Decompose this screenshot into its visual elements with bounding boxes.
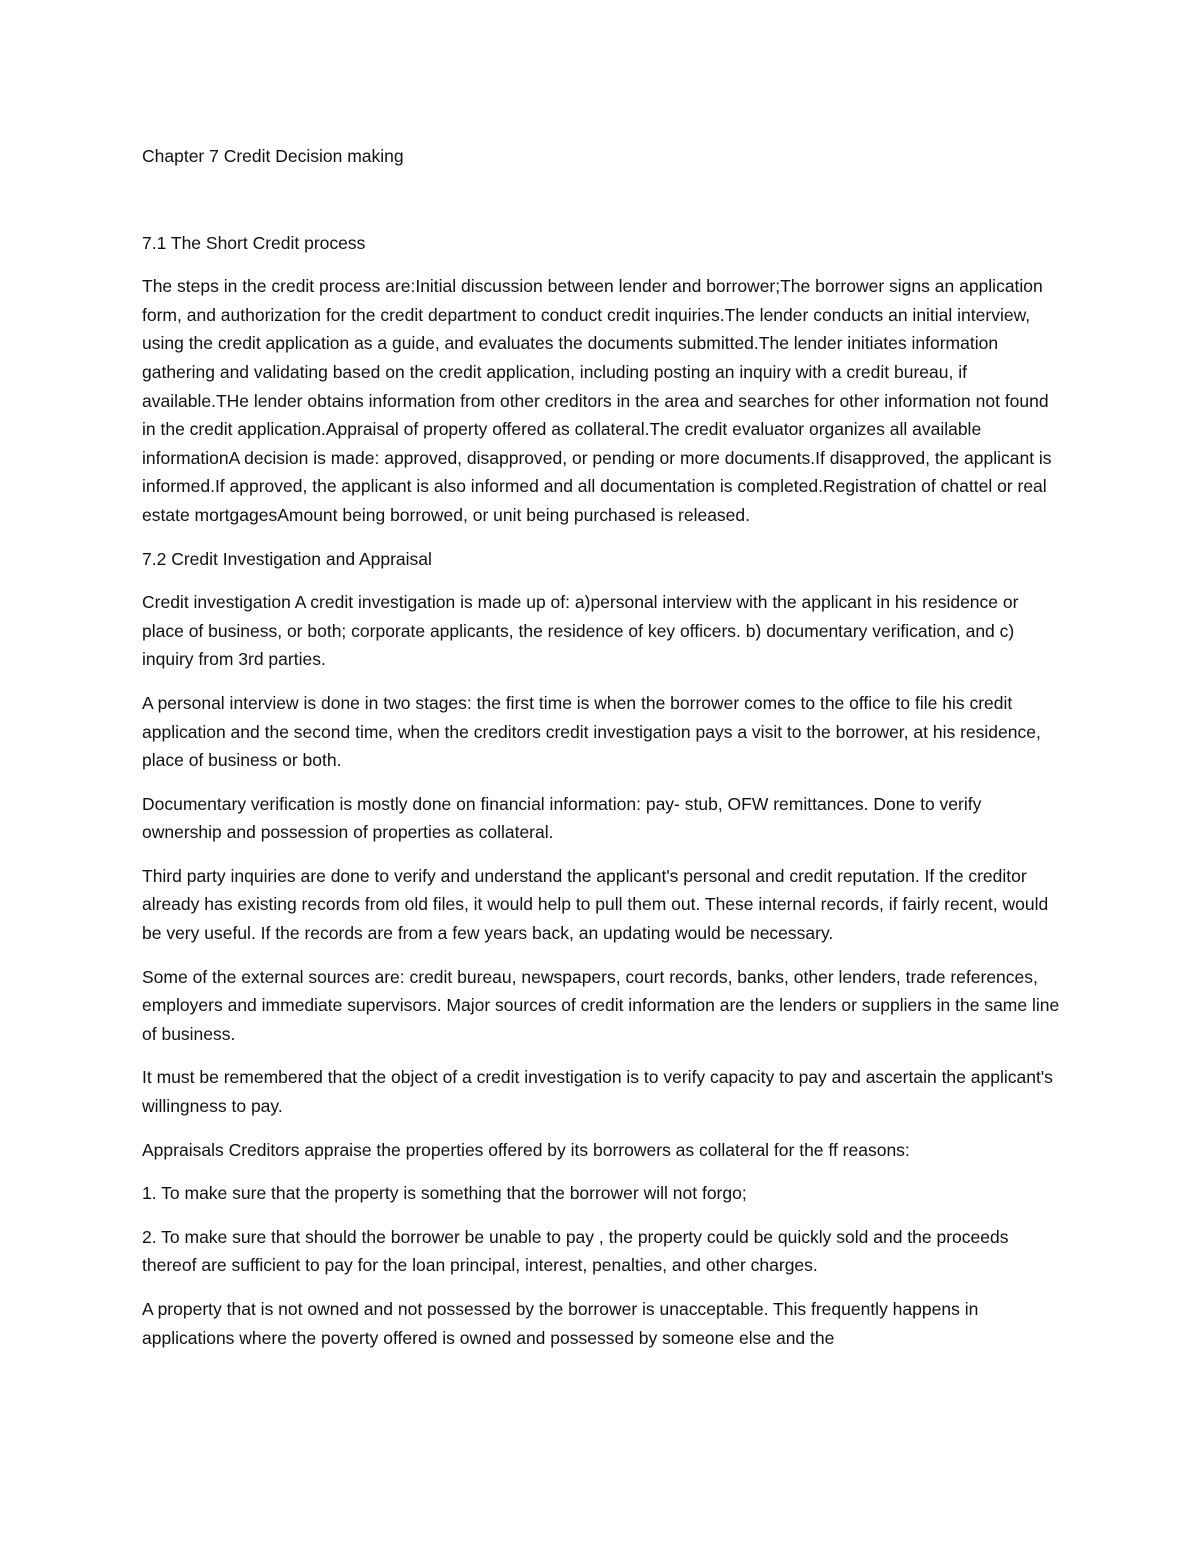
chapter-title: Chapter 7 Credit Decision making bbox=[142, 146, 404, 166]
paragraph-credit-process-steps: The steps in the credit process are:Initial discussion between lender and borrower;The borrower signs an application form, and authorization for the credit department to conduct credit inquiries.The lender conducts an initial interview, using the credit application as a guide, and evaluates the documents submitted.The lender initiates information gathering and validating based on the credit application, including posting an inquiry with a credit bureau, if available.THe lender obtains information from other creditors in the area and searches for other information not found in the credit application.Appraisal of property offered as collateral.The credit evaluator organizes all available informationA decision is made: approved, disapproved, or pending or more documents.If disapproved, the applicant is informed.If approved, the applicant is also informed and all documentation is completed.Registration of chattel or real estate mortgagesAmount being borrowed, or unit being purchased is released. bbox=[142, 276, 1052, 525]
paragraph-credit-investigation: Credit investigation A credit investigation is made up of: a)personal interview with the applicant in his residence or place of business, or both; corporate applicants, the residence of key officers. b) documentary verification, and c) inquiry from 3rd parties. bbox=[142, 592, 1019, 670]
paragraph-documentary-verification: Documentary verification is mostly done on financial information: pay- stub, OFW remittances. Done to verify ownership and possession of properties as collateral. bbox=[142, 793, 982, 843]
paragraph-third-party-inquiries: Third party inquiries are done to verify and understand the applicant's personal and credit reputation. If the creditor already has existing records from old files, it would help to pull them out. These internal records, if fairly recent, would be very useful. If the records are from a few years back, an updating would be necessary. bbox=[142, 865, 1049, 944]
paragraph-investigation-object: It must be remembered that the object of a credit investigation is to verify capacity to pay and ascertain the applicant's willingness to pay. bbox=[142, 1067, 1053, 1117]
list-item-reason-2: 2. To make sure that should the borrower be unable to pay , the property could be quickly sold and the proceeds thereof are sufficient to pay for the loan principal, interest, penalties, and other charges. bbox=[142, 1226, 1009, 1276]
paragraph-unowned-property: A property that is not owned and not possessed by the borrower is unacceptable. This frequently happens in applications where the poverty offered is owned and possessed by someone else and the bbox=[142, 1299, 979, 1348]
paragraph-appraisals-intro: Appraisals Creditors appraise the properties offered by its borrowers as collateral for the ff reasons: bbox=[142, 1139, 910, 1160]
document-body bbox=[142, 142, 1064, 1367]
list-item-reason-1: 1. To make sure that the property is something that the borrower will not forgo; bbox=[142, 1183, 747, 1204]
section-heading-7-2: 7.2 Credit Investigation and Appraisal bbox=[142, 548, 432, 569]
section-heading-7-1: 7.1 The Short Credit process bbox=[142, 232, 366, 253]
paragraph-personal-interview: A personal interview is done in two stages: the first time is when the borrower comes to the office to file his credit application and the second time, when the creditors credit investigation pays a visit to the borrower, at his residence, place of business or both. bbox=[142, 692, 1041, 771]
paragraph-external-sources: Some of the external sources are: credit bureau, newspapers, court records, banks, other lenders, trade references, employers and immediate supervisors. Major sources of credit information are the lenders or suppliers in the same line of business. bbox=[142, 966, 1060, 1044]
